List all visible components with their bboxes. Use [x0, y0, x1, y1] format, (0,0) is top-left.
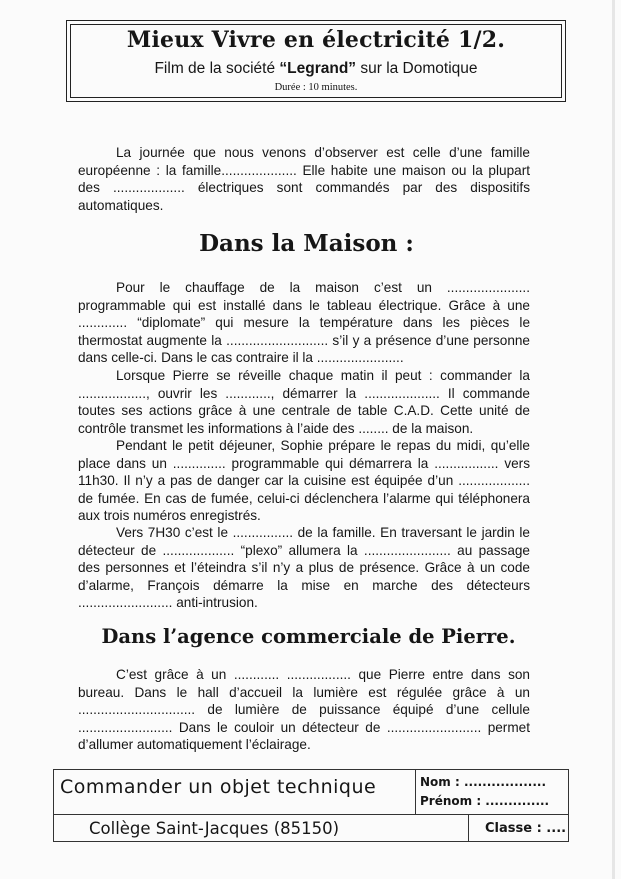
scan-edge [612, 0, 615, 879]
nom-field[interactable]: Nom : .................. [420, 775, 546, 789]
classe-field[interactable]: Classe : .... [485, 821, 567, 836]
prenom-field[interactable]: Prénom : .............. [420, 794, 550, 808]
footer-divider-vertical-bottom [468, 814, 469, 841]
footer-divider-horizontal [54, 814, 568, 815]
subtitle-text-end: sur la Domotique [356, 60, 478, 77]
section-title-agence: Dans l’agence commerciale de Pierre. [101, 625, 516, 648]
footer-divider-vertical-top [415, 770, 416, 814]
subtitle-text: Film de la société [154, 60, 280, 77]
maison-paragraph-1: Pour le chauffage de la maison c’est un ...................... programmable qui est installé dans le tableau électrique. Grâce à une ............. “diplomate” qui mesure la température dans les pièces le thermostat augmente la ........................... s’il y a présence d’une personne dans celle-ci. Dans le cas contraire il la ....................... [78, 280, 530, 366]
subtitle-brand: “Legrand” [279, 60, 357, 77]
title-box [66, 20, 566, 102]
section-title-maison: Dans la Maison : [199, 230, 414, 257]
maison-paragraph-3: Pendant le petit déjeuner, Sophie prépare le repas du midi, qu’elle place dans un .............. programmable qui démarrera la ................. vers 11h30. Il n’y a pas de danger car la cuisine est équipée d’un ................... de fumée. En cas de fumée, celui-ci déclenchera l’alarme qui téléphonera aux trois numéros enregistrés. [78, 438, 530, 524]
maison-paragraph-2: Lorsque Pierre se réveille chaque matin il peut : commander la .................., ouvrir les ............, démarrer la .................... Il commande toutes ses actions grâce à une centrale de table C.A.D. Cette unité de contrôle transmet les informations à l’aide des ........ de la maison. [78, 368, 530, 436]
agence-paragraph: C’est grâce à un ............ ................. que Pierre entre dans son bureau. Dans le hall d’accueil la lumière est régulée grâce à un ............................... de lumière de puissance équipé d’une cellule ......................... Dans le couloir un détecteur de ......................... permet d’allumer automatiquement l’éclairage. [78, 667, 530, 753]
page-title: Mieux Vivre en électricité 1/2. [126, 27, 506, 53]
maison-paragraph-4: Vers 7H30 c’est le ................ de la famille. En traversant le jardin le détecteur de ................... “plexo” allumera la ....................... au passage des personnes et l’éteindra s’il n’y a plus de présence. Grâce à un code d’alarme, François démarre la mise en marche des détecteurs ......................... anti-intrusion. [78, 525, 530, 611]
intro-paragraph: La journée que nous venons d’observer est celle d’une famille européenne : la famille.................... Elle habite une maison ou la plupart des ................... électriques sont commandés par des dispositifs automatiques. [78, 145, 530, 213]
school-name: Collège Saint-Jacques (85150) [89, 819, 340, 838]
footer-course-title: Commander un objet technique [60, 776, 377, 798]
student-info-box [53, 769, 569, 842]
duration-label: Durée : 10 minutes. [274, 82, 358, 93]
page-subtitle [67, 60, 565, 78]
